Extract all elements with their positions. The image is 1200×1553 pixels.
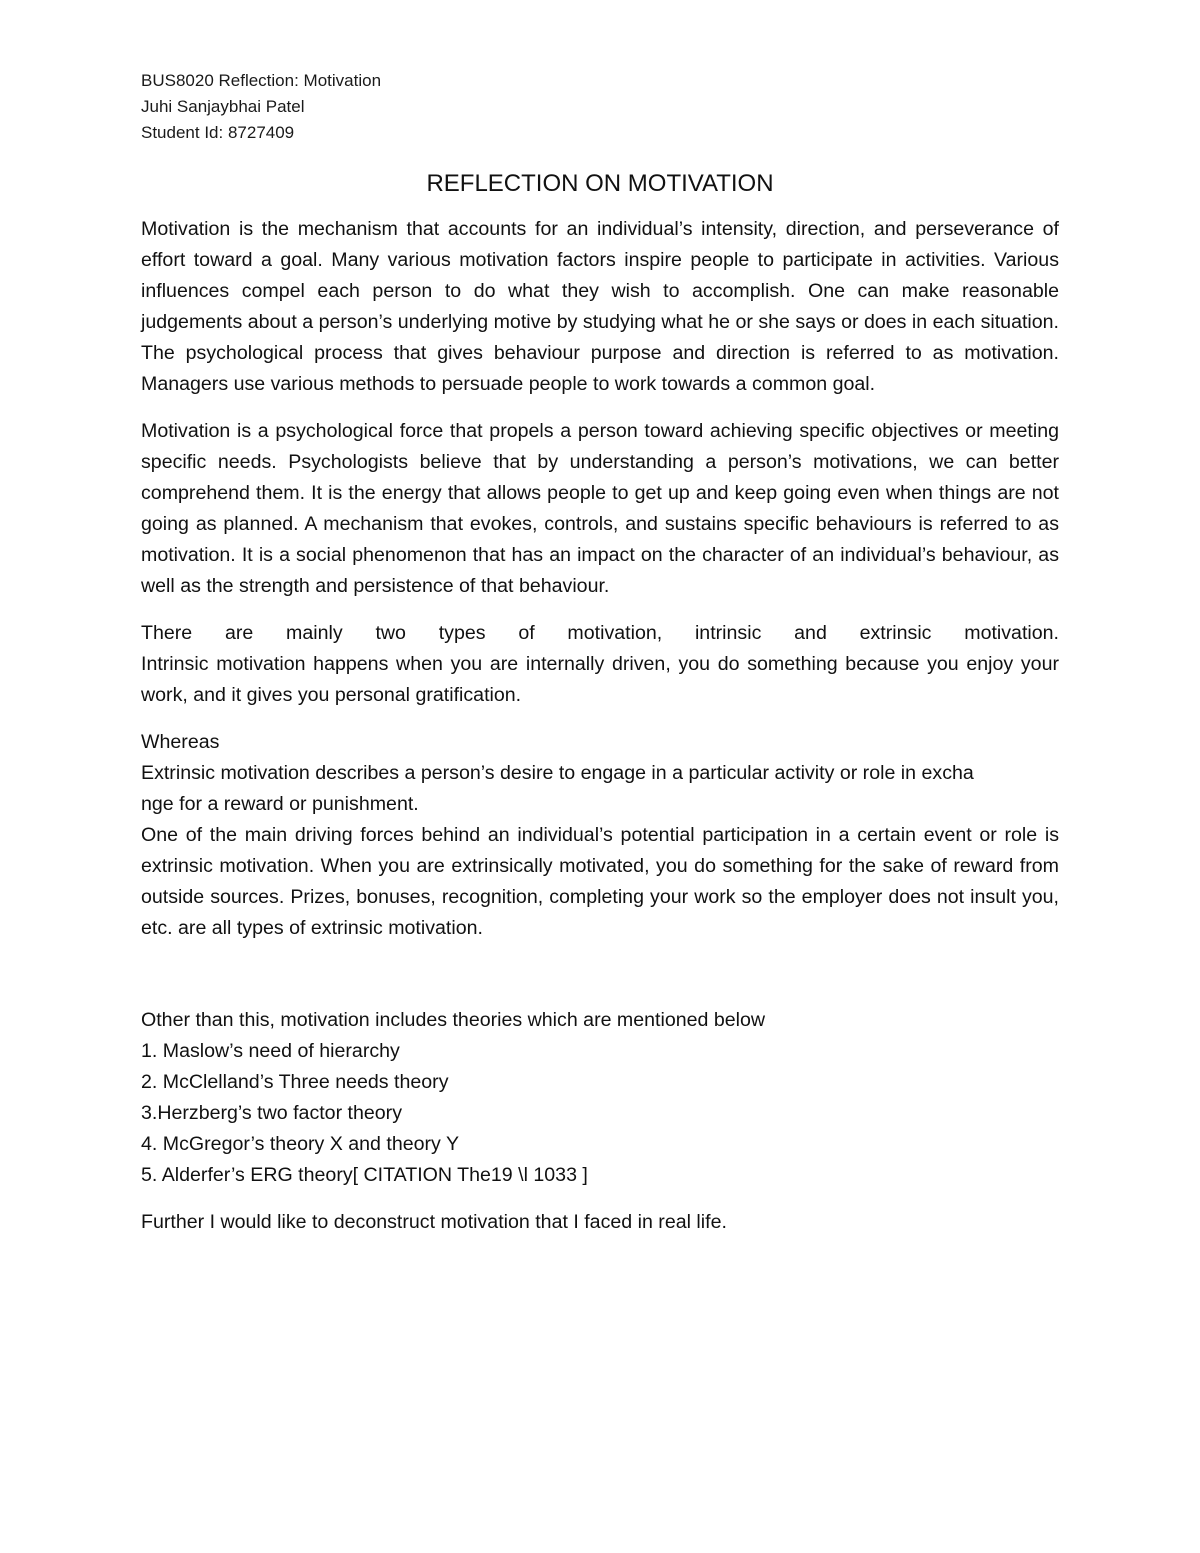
student-name: Juhi Sanjaybhai Patel <box>141 97 305 116</box>
student-id: Student Id: 8727409 <box>141 123 295 142</box>
paragraph-extrinsic: One of the main driving forces behind an individual’s potential participation in a certain event or role is extrinsic motivation. When you are extrinsically motivated, you do something for the sake of reward from outside sources. Prizes, bonuses, recognition, completing your work so the employer does not insult you, etc. are all types of extrinsic motivation. <box>141 824 1059 939</box>
extrinsic-line-1: Extrinsic motivation describes a person’s desire to engage in a particular activity or role in excha <box>141 762 974 784</box>
theories-list <box>141 1036 1059 1191</box>
list-item: 3.Herzberg’s two factor theory <box>141 1102 403 1124</box>
list-item: 4. McGregor’s theory X and theory Y <box>141 1133 460 1155</box>
paragraph-intrinsic: Intrinsic motivation happens when you are internally driven, you do something because you enjoy your work, and it gives you personal gratification. <box>141 653 1059 706</box>
extrinsic-line-2: nge for a reward or punishment. <box>141 793 419 815</box>
theories-intro: Other than this, motivation includes theories which are mentioned below <box>141 1009 766 1031</box>
list-item: 5. Alderfer’s ERG theory[ CITATION The19 \l 1033 ] <box>141 1164 588 1186</box>
list-item: 2. McClelland’s Three needs theory <box>141 1071 449 1093</box>
paragraph-types-intro: There are mainly two types of motivation, intrinsic and extrinsic motivation. <box>141 622 1059 644</box>
paragraph-definition: Motivation is the mechanism that accounts for an individual’s intensity, direction, and perseverance of effort toward a goal. Many various motivation factors inspire people to participate in activities. Various influences compel each person to do what they wish to accomplish. One can make reasonable judgements about a person’s underlying motive by studying what he or she says or does in each situation. The psychological process that gives behaviour purpose and direction is referred to as motivation. Managers use various methods to persuade people to work towards a common goal. <box>141 218 1059 395</box>
course-title: BUS8020 Reflection: Motivation <box>141 71 382 90</box>
paragraph-psychological-force: Motivation is a psychological force that propels a person toward achieving specific objectives or meeting specific needs. Psychologists believe that by understanding a person’s motivations, we can better comprehend them. It is the energy that allows people to get up and keep going even when things are not going as planned. A mechanism that evokes, controls, and sustains specific behaviours is referred to as motivation. It is a social phenomenon that has an impact on the character of an individual’s behaviour, as well as the strength and persistence of that behaviour. <box>141 420 1059 597</box>
document-page <box>141 68 1059 1238</box>
document-title: REFLECTION ON MOTIVATION <box>426 170 774 197</box>
whereas-label: Whereas <box>141 731 220 753</box>
list-item: 1. Maslow’s need of hierarchy <box>141 1040 400 1062</box>
closing-sentence: Further I would like to deconstruct motivation that I faced in real life. <box>141 1211 727 1233</box>
